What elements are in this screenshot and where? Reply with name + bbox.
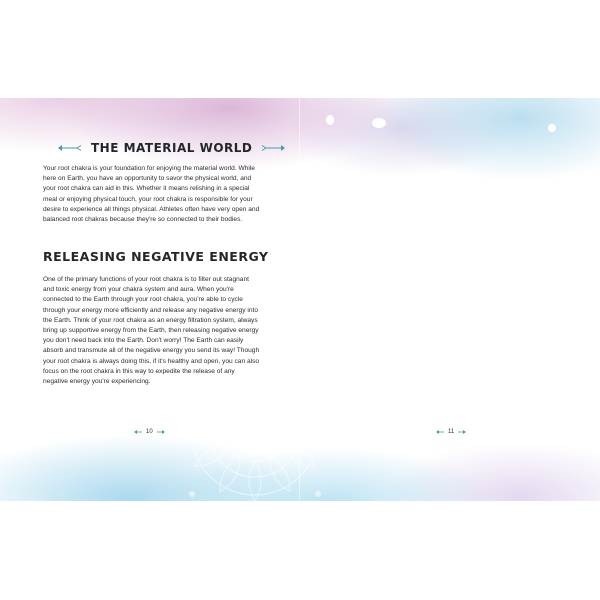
paragraph-material-world: Your root chakra is your foundation for enjoying the material world. While here on Earth, you have an opportunity to savor the physical world, and your root chakra can aid in this. Whether it means relishing in a special meal or enjoying physical touch, your root chakra is responsible for your desire to experience all things physical. Athletes often have very open and balanced root chakras because they're so connected to their bodies.: [43, 165, 260, 224]
right-ornament-icon: [260, 144, 286, 152]
watercolor-blot: [326, 115, 334, 125]
heading-title: RELEASING NEGATIVE ENERGY: [43, 249, 269, 264]
page-number-right: [435, 429, 467, 435]
folio-ornament-icon: [435, 429, 445, 435]
section-heading-releasing-energy: [43, 249, 268, 264]
paragraph-releasing-energy: One of the primary functions of your root chakra is to filter out stagnant and toxic energy from your chakra system and aura. When you're connected to the Earth through your root chakra, you're able to cycle through your energy more efficiently and release any negative energy into the Earth. Think of your root chakra as an energy filtration system, always bring up supportive energy from the Earth, then releasing negative energy you don't need back into the Earth. Don't worry! The Earth can easily absorb and transmute all of the negative energy you send its way! Though your root chakra is always doing this, if it's healthy and open, you can also focus on the root chakra in this way to expedite the release of any negative energy you're experiencing.: [43, 276, 260, 386]
watercolor-blot: [548, 124, 556, 132]
page-number-text: 11: [448, 429, 455, 435]
page-number-left: [133, 429, 166, 435]
folio-ornament-icon: [133, 429, 143, 435]
book-spread: [0, 98, 600, 501]
heading-title: THE MATERIAL WORLD: [91, 141, 253, 155]
folio-ornament-icon: [156, 429, 166, 435]
watercolor-blot: [372, 118, 386, 128]
page-number-text: 10: [146, 429, 153, 435]
section-heading-material-world: [57, 141, 286, 155]
folio-ornament-icon: [457, 429, 467, 435]
left-ornament-icon: [57, 144, 83, 152]
